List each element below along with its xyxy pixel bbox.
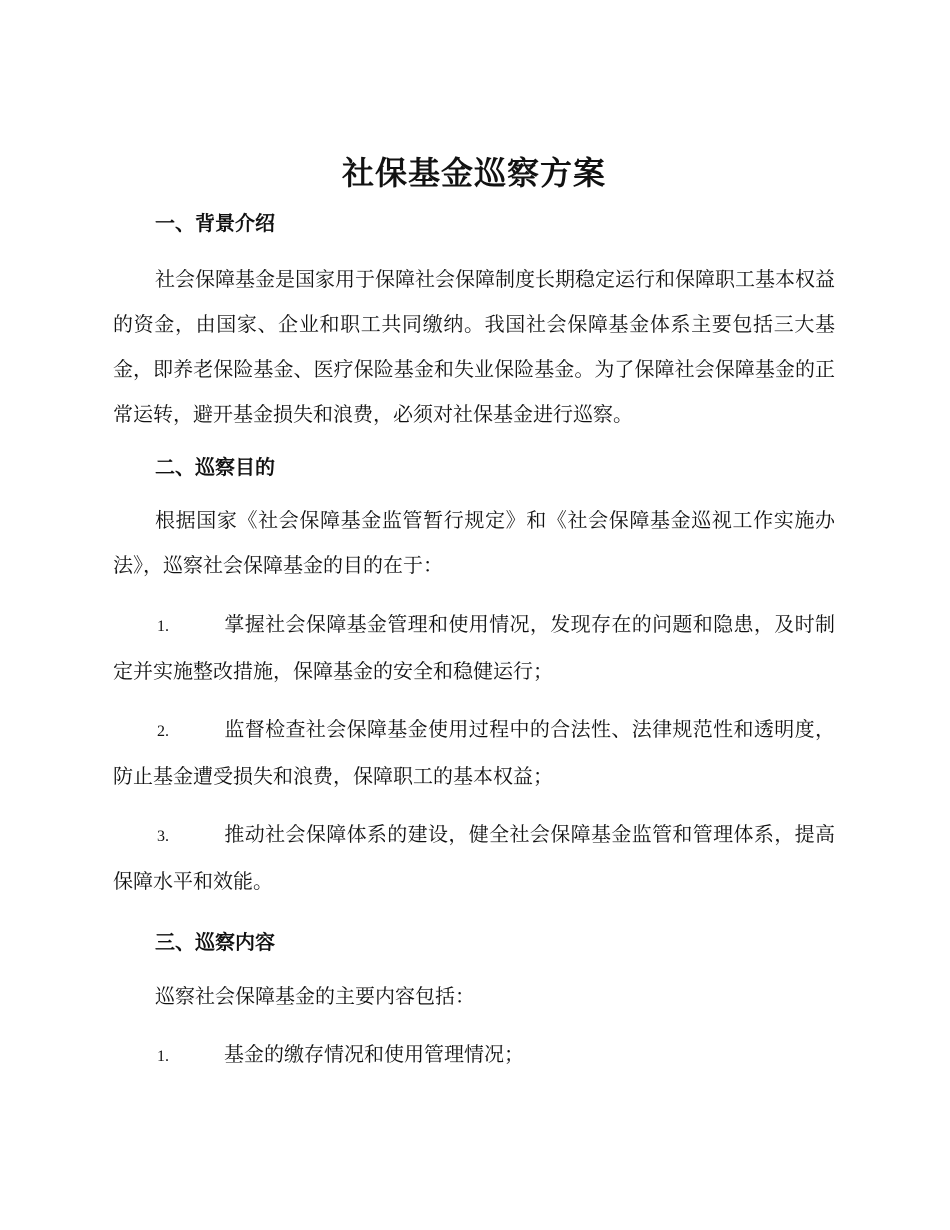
section-heading-content: 三、巡察内容: [155, 930, 275, 954]
purpose-list-item: [113, 602, 835, 694]
document-title: 社保基金巡察方案: [341, 154, 606, 192]
list-number: 1.: [157, 618, 169, 635]
list-item-text: 推动社会保障体系的建设，健全社会保障基金监管和管理体系，提高保障水平和效能。: [113, 822, 835, 893]
background-paragraph: 社会保障基金是国家用于保障社会保障制度长期稳定运行和保障职工基本权益的资金，由国家、企业和职工共同缴纳。我国社会保障基金体系主要包括三大基金，即养老保险基金、医疗保险基金和失业保险基金。为了保障社会保障基金的正常运转，避开基金损失和浪费，必须对社保基金进行巡察。: [113, 267, 835, 426]
section-heading-background: 一、背景介绍: [155, 211, 275, 235]
content-intro: 巡察社会保障基金的主要内容包括：: [155, 984, 475, 1008]
content-list-item: [113, 1032, 835, 1079]
list-item-text: 掌握社会保障基金管理和使用情况，发现存在的问题和隐患，及时制定并实施整改措施，保障基金的安全和稳健运行；: [113, 612, 835, 683]
list-number: 2.: [157, 723, 169, 740]
list-number: 1.: [157, 1048, 169, 1065]
purpose-list-item: [113, 707, 835, 799]
purpose-list-item: [113, 812, 835, 904]
section-heading-purpose: 二、巡察目的: [155, 455, 275, 479]
list-item-text: 基金的缴存情况和使用管理情况；: [224, 1042, 524, 1066]
list-number: 3.: [157, 828, 169, 845]
document-body: [113, 150, 835, 1079]
list-item-text: 监督检查社会保障基金使用过程中的合法性、法律规范性和透明度，防止基金遭受损失和浪费，保障职工的基本权益；: [113, 717, 835, 788]
purpose-intro: 根据国家《社会保障基金监管暂行规定》和《社会保障基金巡视工作实施办法》，巡察社会保障基金的目的在于：: [113, 508, 835, 577]
